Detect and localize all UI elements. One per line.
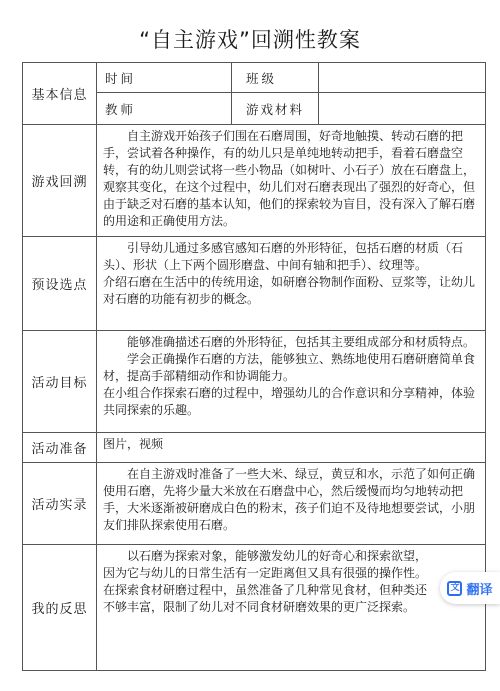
materials-label: 游戏材料 — [232, 93, 319, 125]
review-paragraph: 自主游戏开始孩子们围在石磨周围，好奇地触摸、转动石磨的把手，尝试着各种操作，有的幼儿只是单纯地转动把手，看着石磨盘空转，有的幼儿则尝试将一些小物品（如树叶、小石子）放在石磨盘上，观察其变化，在这个过程中，幼儿们对石磨表现出了强烈的好奇心，但由于缺乏对石磨的基本认知，他们的探索较为盲目，没有深入了解石磨的用途和正确使用方法。 — [103, 129, 476, 228]
section-row-record — [23, 463, 486, 545]
lesson-plan-table — [22, 62, 486, 671]
goals-paragraph-1: 能够准确描述石磨的外形特征，包括其主要组成部分和材质特点。 — [127, 335, 476, 349]
section-label-preset: 预设选点 — [23, 237, 97, 331]
reflection-paragraph-1: 以石磨为探索对象，能够激发幼儿的好奇心和探索欲望，因为它与幼儿的日常生活有一定距离但又具有很强的操作性。 — [103, 549, 428, 580]
section-content-prep — [97, 433, 486, 463]
goals-paragraph-2: 学会正确操作石磨的方法，能够独立、熟练地使用石磨研磨简单食材，提高手部精细动作和协调能力。 — [103, 352, 476, 383]
reflection-paragraph-2: 在探索食材研磨过程中，虽然准备了几种常见食材，但种类还不够丰富，限制了幼儿对不同食材研磨效果的更广泛探索。 — [103, 583, 428, 614]
section-content-record — [97, 463, 486, 545]
section-content-goals — [97, 331, 486, 433]
translate-button[interactable] — [440, 572, 500, 604]
section-label-reflection: 我的反思 — [23, 545, 97, 671]
section-content-preset — [97, 237, 486, 331]
page-title: “自主游戏”回溯性教案 — [139, 28, 361, 52]
teacher-label: 教师 — [97, 93, 232, 125]
section-row-preset — [23, 237, 486, 331]
basic-info-label: 基本信息 — [23, 63, 97, 125]
section-label-review: 游戏回溯 — [23, 125, 97, 237]
prep-paragraph: 图片，视频 — [103, 437, 164, 451]
preset-paragraph-1: 引导幼儿通过多感官感知石磨的外形特征，包括石磨的材质（石头）、形状（上下两个圆形磨盘、中间有轴和把手）、纹理等。 — [103, 241, 464, 272]
translate-label: 翻译 — [466, 582, 493, 598]
record-paragraph: 在自主游戏时准备了一些大米、绿豆，黄豆和水，示范了如何正确使用石磨，先将少量大米放在石磨盘中心，然后缓慢而均匀地转动把手，大米逐渐被研磨成白色的粉末，孩子们迫不及待地想要尝试，小朋友们排队探索使用石磨。 — [103, 467, 476, 532]
preset-paragraph-2: 介绍石磨在生活中的传统用途，如研磨谷物制作面粉、豆浆等，让幼儿对石磨的功能有初步的概念。 — [103, 275, 476, 306]
info-row-1 — [23, 63, 486, 93]
section-content-reflection — [97, 545, 486, 671]
translate-icon: 文 — [447, 581, 462, 596]
section-label-record: 活动实录 — [23, 463, 97, 545]
section-label-goals: 活动目标 — [23, 331, 97, 433]
section-content-review — [97, 125, 486, 237]
section-row-prep — [23, 433, 486, 463]
materials-value-cell — [319, 93, 486, 125]
section-label-prep: 活动准备 — [23, 433, 97, 463]
time-label: 时间 — [97, 63, 232, 93]
class-label: 班级 — [232, 63, 319, 93]
section-row-review — [23, 125, 486, 237]
class-value-cell — [319, 63, 486, 93]
goals-paragraph-3: 在小组合作探索石磨的过程中，增强幼儿的合作意识和分享精神，体验共同探索的乐趣。 — [103, 386, 476, 417]
section-row-goals — [23, 331, 486, 433]
section-row-reflection — [23, 545, 486, 671]
